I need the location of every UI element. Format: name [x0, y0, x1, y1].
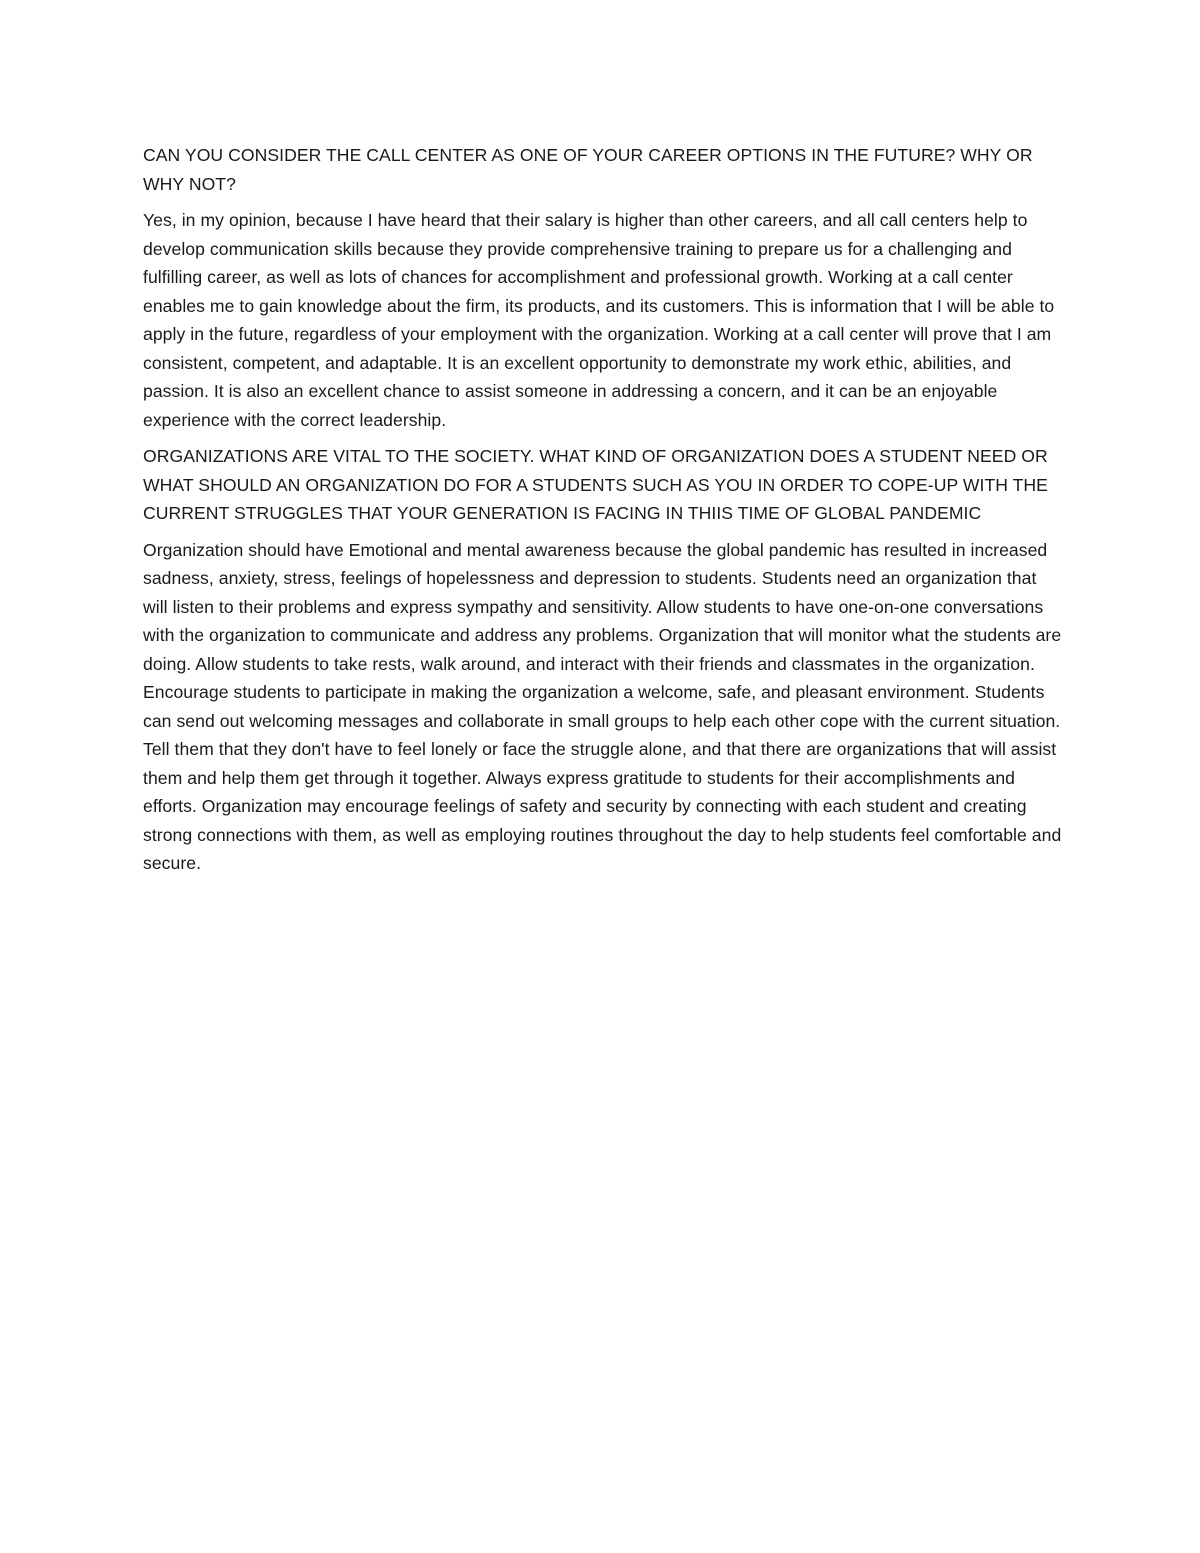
question-organizations: ORGANIZATIONS ARE VITAL TO THE SOCIETY. WHAT KIND OF ORGANIZATION DOES A STUDENT NEED OR WHAT SHOULD AN ORGANIZATION DO FOR A STUDENTS SUCH AS YOU IN ORDER TO COPE-UP WITH THE CURRENT STRUGGLES THAT YOUR GENERATION IS FACING IN THIIS TIME OF GLOBAL PANDEMIC [143, 446, 1048, 523]
answer-career-options: Yes, in my opinion, because I have heard that their salary is higher than other careers, and all call centers help to develop communication skills because they provide comprehensive training to prepare us for a challenging and fulfilling career, as well as lots of chances for accomplishment and professional growth. Working at a call center enables me to gain knowledge about the firm, its products, and its customers. This is information that I will be able to apply in the future, regardless of your employment with the organization. Working at a call center will prove that I am consistent, competent, and adaptable. It is an excellent opportunity to demonstrate my work ethic, abilities, and passion. It is also an excellent chance to assist someone in addressing a concern, and it can be an enjoyable experience with the correct leadership. [143, 210, 1055, 430]
question-career-options: CAN YOU CONSIDER THE CALL CENTER AS ONE OF YOUR CAREER OPTIONS IN THE FUTURE? WHY OR WHY NOT? [143, 145, 1033, 194]
document-body [143, 141, 1063, 878]
answer-organizations: Organization should have Emotional and mental awareness because the global pandemic has resulted in increased sadness, anxiety, stress, feelings of hopelessness and depression to students. Students need an organization that will listen to their problems and express sympathy and sensitivity. Allow students to have one-on-one conversations with the organization to communicate and address any problems. Organization that will monitor what the students are doing. Allow students to take rests, walk around, and interact with their friends and classmates in the organization. Encourage students to participate in making the organization a welcome, safe, and pleasant environment. Students can send out welcoming messages and collaborate in small groups to help each other cope with the current situation. Tell them that they don't have to feel lonely or face the struggle alone, and that there are organizations that will assist them and help them get through it together. Always express gratitude to students for their accomplishments and efforts. Organization may encourage feelings of safety and security by connecting with each student and creating strong connections with them, as well as employing routines throughout the day to help students feel comfortable and secure. [143, 539, 1062, 873]
